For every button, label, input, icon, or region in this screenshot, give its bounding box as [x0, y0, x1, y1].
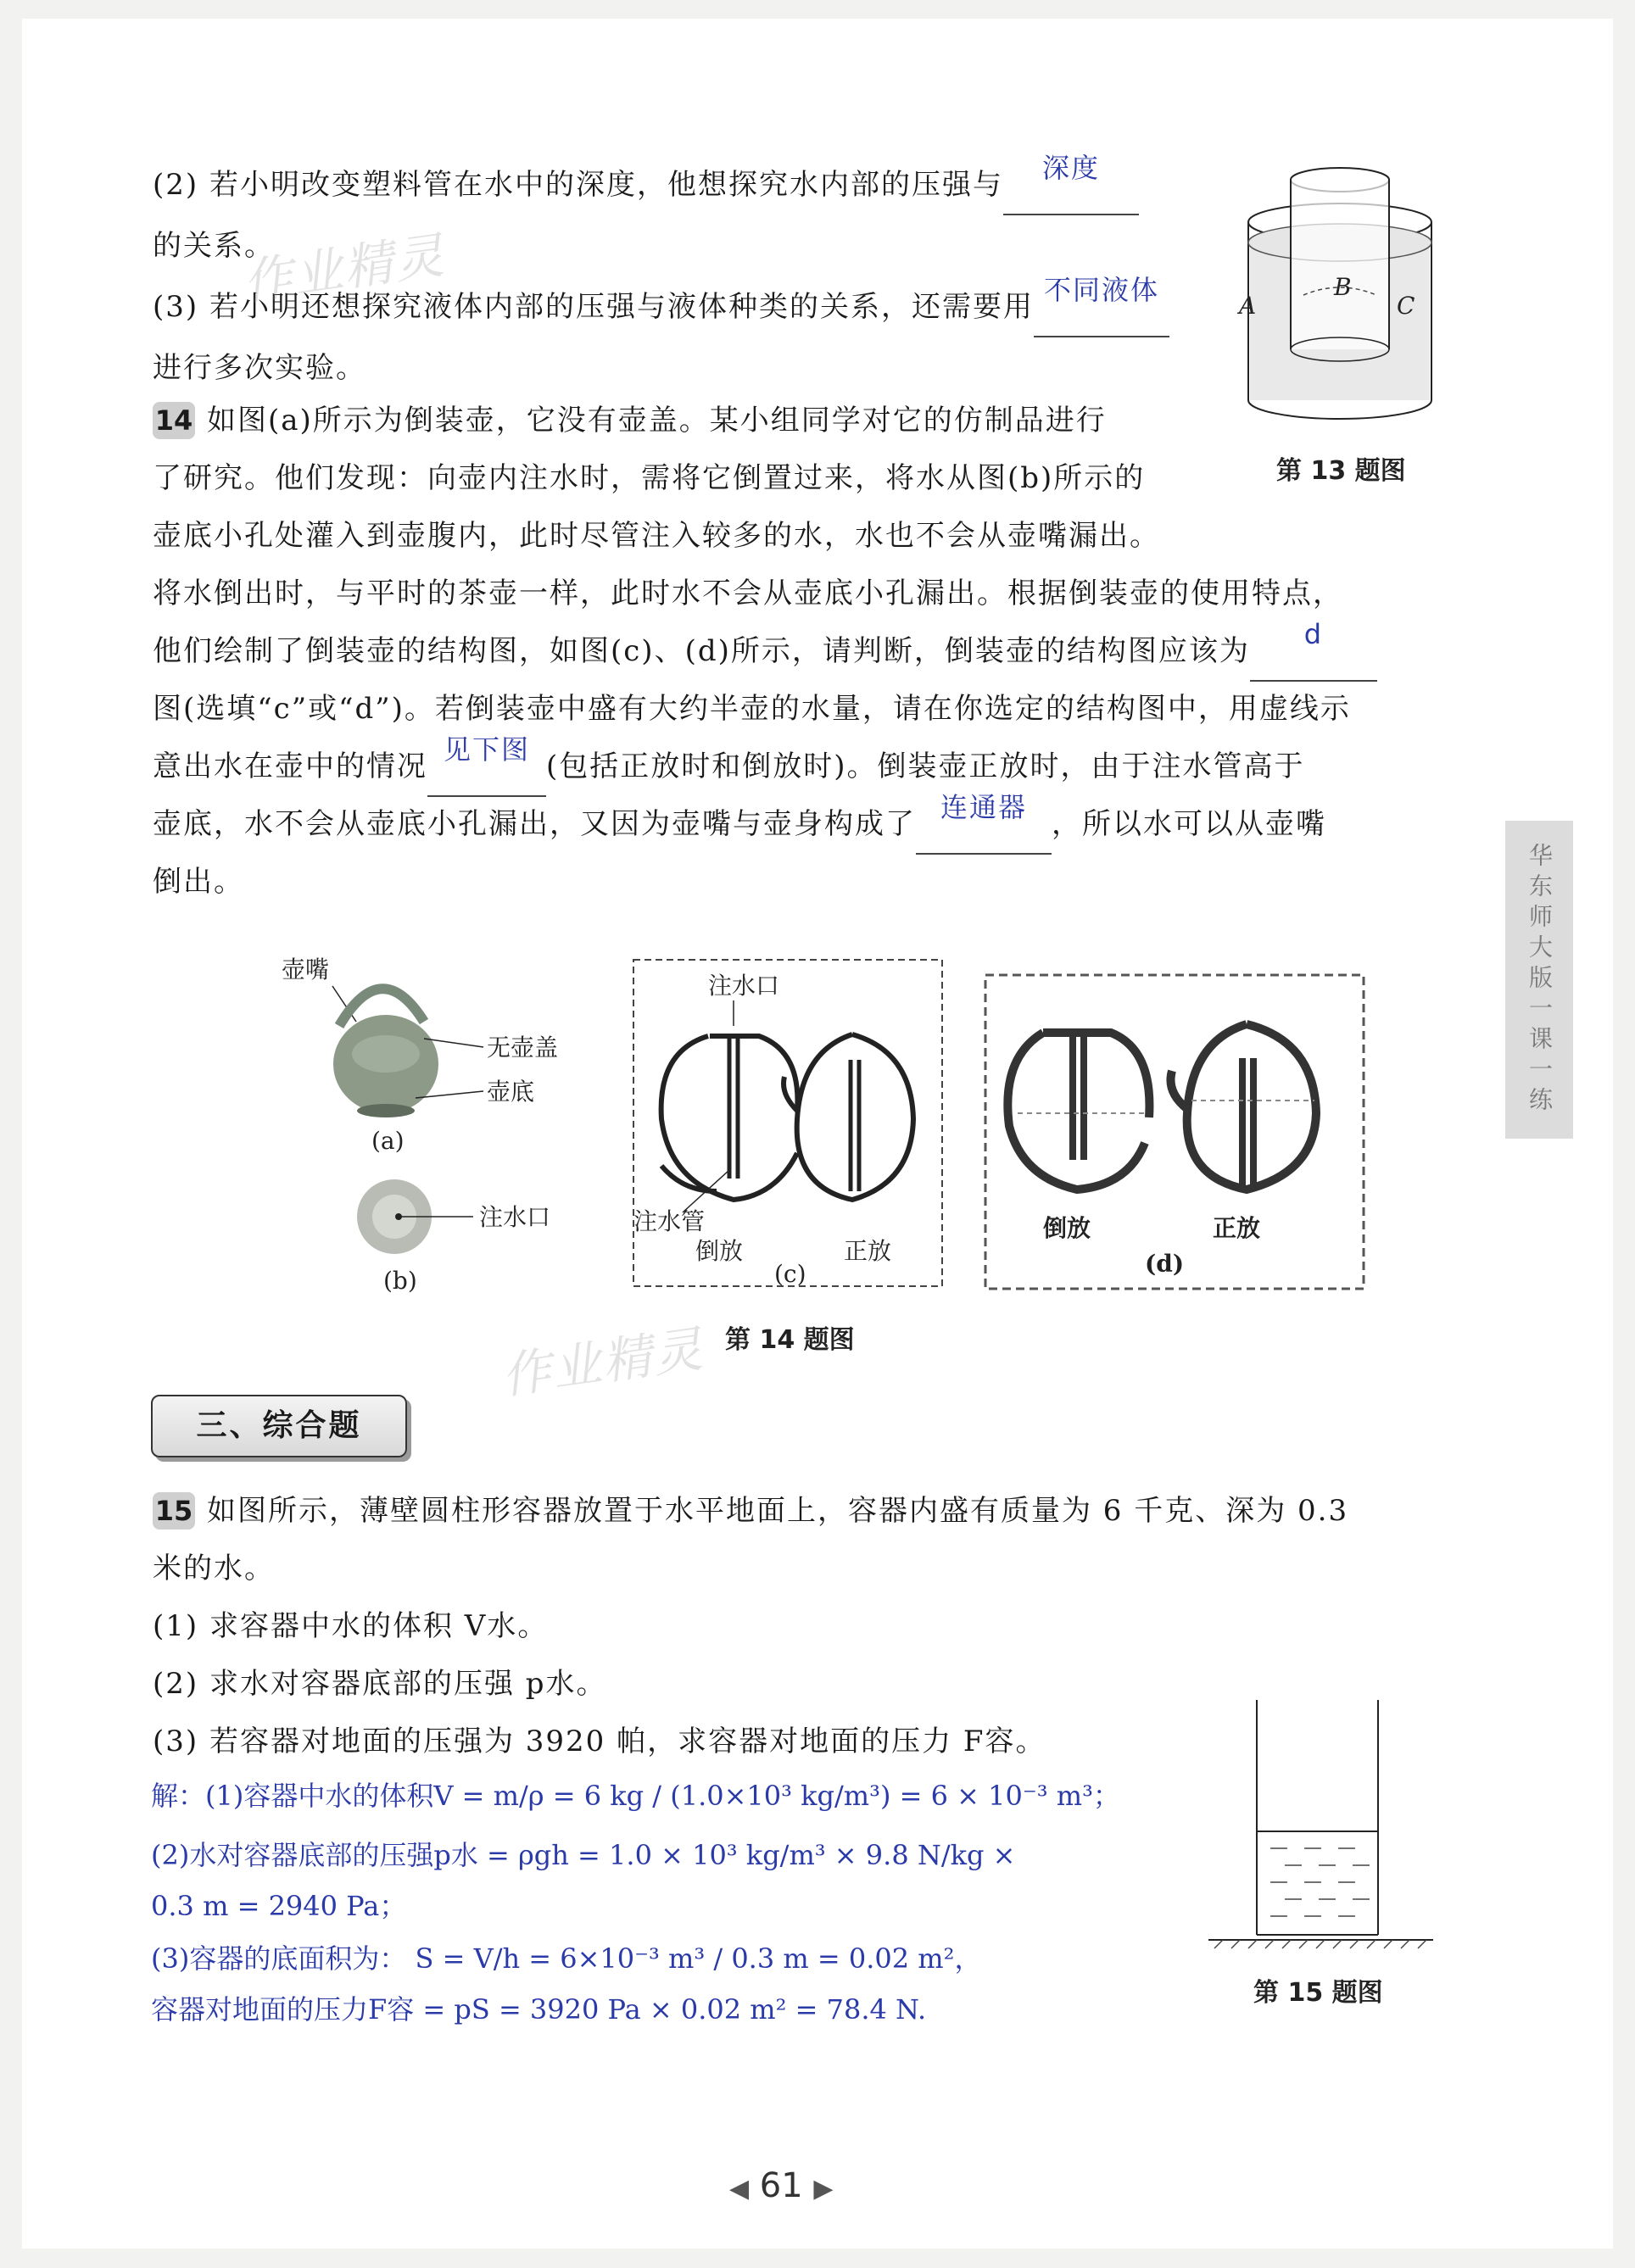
answer-blank-connector	[916, 791, 1052, 855]
label-bottom: 壶底	[487, 1078, 535, 1106]
q14-line-1	[153, 392, 1107, 449]
label-d-14: (d)	[1145, 1250, 1185, 1278]
label-upright-c: 正放	[844, 1237, 892, 1265]
side-tab	[1505, 821, 1573, 1139]
next-arrow-icon: ▶	[813, 2174, 834, 2204]
tube-body	[1291, 180, 1389, 349]
d-inverted-top	[1043, 1033, 1149, 1117]
answer-see-figure: 见下图	[443, 733, 530, 766]
label-pipe: 注水管	[633, 1207, 706, 1235]
q13-line-5: 进行多次实验。	[153, 351, 366, 385]
solution-line-5: 容器对地面的压力F容 = pS = 3920 Pa × 0.02 m² = 78.4 N.	[151, 1993, 927, 2026]
d-upright-spout	[1170, 1071, 1187, 1109]
answer-liquids: 不同液体	[1043, 274, 1159, 306]
question-number-14: 14	[153, 402, 195, 439]
q14-text-5: 他们绘制了倒装壶的结构图，如图(c)、(d)所示，请判断，倒装壶的结构图应该为	[153, 634, 1250, 668]
beaker-bottom	[1248, 400, 1431, 419]
q15-text-1: 如图所示，薄壁圆柱形容器放置于水平地面上，容器内盛有质量为 6 千克、深为 0.3	[207, 1494, 1349, 1528]
solution-line-2: (2)水对容器底部的压强p水 = ρgh = 1.0 × 10³ kg/m³ × 9.8 N/kg ×	[151, 1839, 1016, 1871]
figure-14c-frame	[633, 960, 942, 1286]
q14-line-8	[153, 791, 1326, 855]
watermark-2: 作业精灵	[498, 1319, 708, 1406]
label-c-14: (c)	[774, 1260, 806, 1288]
q15-line-4: (2) 求水对容器底部的压强 p水。	[153, 1667, 607, 1701]
label-inverted-d: 倒放	[1043, 1214, 1091, 1242]
q14-line-4: 将水倒出时，与平时的茶壶一样，此时水不会从壶底小孔漏出。根据倒装壶的使用特点，	[153, 577, 1343, 610]
q14-line-9: 倒出。	[153, 865, 244, 899]
answer-connector: 连通器	[940, 791, 1027, 823]
q14-text-8b: ，所以水可以从壶嘴	[1052, 807, 1326, 841]
prev-arrow-icon: ◀	[729, 2174, 750, 2204]
q14-line-7	[153, 733, 1305, 797]
label-b-14: (b)	[383, 1267, 417, 1295]
figure-13-caption: 第 13 题图	[1276, 456, 1406, 486]
label-spout: 壶嘴	[282, 956, 330, 984]
q14-text-7b: (包括正放时和倒放时)。倒装壶正放时，由于注水管高于	[546, 749, 1305, 783]
answer-blank-see-figure	[427, 733, 546, 797]
q13-line-2	[153, 152, 1139, 215]
q15-line-5: (3) 若容器对地面的压强为 3920 帕，求容器对地面的压力 F容。	[153, 1725, 1046, 1758]
figure-14-caption: 第 14 题图	[725, 1325, 855, 1355]
answer-blank-depth	[1003, 152, 1139, 215]
answer-blank-structure	[1250, 618, 1377, 682]
label-upright-d: 正放	[1213, 1214, 1261, 1242]
q14-text-7a: 意出水在壶中的情况	[153, 749, 427, 783]
q14-line-2: 了研究。他们发现：向壶内注水时，需将它倒置过来，将水从图(b)所示的	[153, 461, 1146, 495]
figure-13	[1234, 161, 1446, 432]
label-b: B	[1334, 273, 1352, 301]
label-inverted-c: 倒放	[695, 1237, 744, 1265]
label-inlet-b: 注水口	[479, 1203, 551, 1231]
figure-14d-frame	[985, 975, 1364, 1289]
q14-line-5	[153, 618, 1377, 682]
q15-line-3: (1) 求容器中水的体积 V水。	[153, 1609, 549, 1643]
q13-part2-text: (2) 若小明改变塑料管在水中的深度，他想探究水内部的压强与	[153, 168, 1003, 202]
q15-line-2: 米的水。	[153, 1552, 275, 1585]
water-hatching	[1270, 1848, 1370, 1916]
section-heading: 三、综合题	[151, 1395, 407, 1457]
label-c: C	[1397, 292, 1415, 320]
inverted-top	[710, 1036, 797, 1111]
side-tab-text: 华东师大版一课一练	[1526, 843, 1554, 1117]
q14-text-1: 如图(a)所示为倒装壶，它没有壶盖。某小组同学对它的仿制品进行	[207, 404, 1107, 437]
figure-14d	[984, 973, 1365, 1291]
ground-hatching	[1214, 1940, 1426, 1948]
figure-14c	[632, 958, 946, 1289]
solution-line-3: 0.3 m = 2940 Pa；	[151, 1890, 407, 1922]
label-no-lid: 无壶盖	[487, 1034, 559, 1062]
teapot-base	[357, 1104, 415, 1117]
q13-line-3: 的关系。	[153, 229, 275, 263]
teapot-highlight	[352, 1035, 420, 1073]
answer-structure: d	[1303, 618, 1324, 650]
label-a-14: (a)	[371, 1127, 405, 1155]
figure-14ab	[271, 945, 611, 1301]
q13-part3-text: (3) 若小明还想探究液体内部的压强与液体种类的关系，还需要用	[153, 290, 1034, 324]
q15-line-1	[153, 1482, 1348, 1540]
figure-15-caption: 第 15 题图	[1253, 1978, 1383, 2008]
upright-body	[797, 1034, 913, 1200]
page-number-value: 61	[759, 2166, 803, 2205]
answer-blank-liquids	[1034, 274, 1169, 337]
page-number	[729, 2166, 834, 2205]
watermark-1: 作业精灵	[239, 226, 449, 312]
q14-line-6: 图(选填“c”或“d”)。若倒装壶中盛有大约半壶的水量，请在你选定的结构图中，用虚线示	[153, 692, 1351, 726]
q14-text-8a: 壶底，水不会从壶底小孔漏出，又因为壶嘴与壶身构成了	[153, 807, 916, 841]
figure-15	[1204, 1696, 1437, 1950]
solution-line-4: (3)容器的底面积为： S = V/h = 6×10⁻³ m³ / 0.3 m = 0.02 m²，	[151, 1942, 982, 1975]
question-number-15: 15	[153, 1492, 195, 1530]
label-a: A	[1239, 292, 1257, 320]
label-inlet-c: 注水口	[708, 972, 780, 1000]
q14-line-3: 壶底小孔处灌入到壶腹内，此时尽管注入较多的水，水也不会从壶嘴漏出。	[153, 519, 1160, 553]
solution-line-1: 解：(1)容器中水的体积V = m/ρ = 6 kg / (1.0×10³ kg/m³) = 6 × 10⁻³ m³；	[151, 1780, 1120, 1812]
answer-depth: 深度	[1041, 152, 1100, 184]
d-inverted-body	[1007, 1033, 1145, 1190]
